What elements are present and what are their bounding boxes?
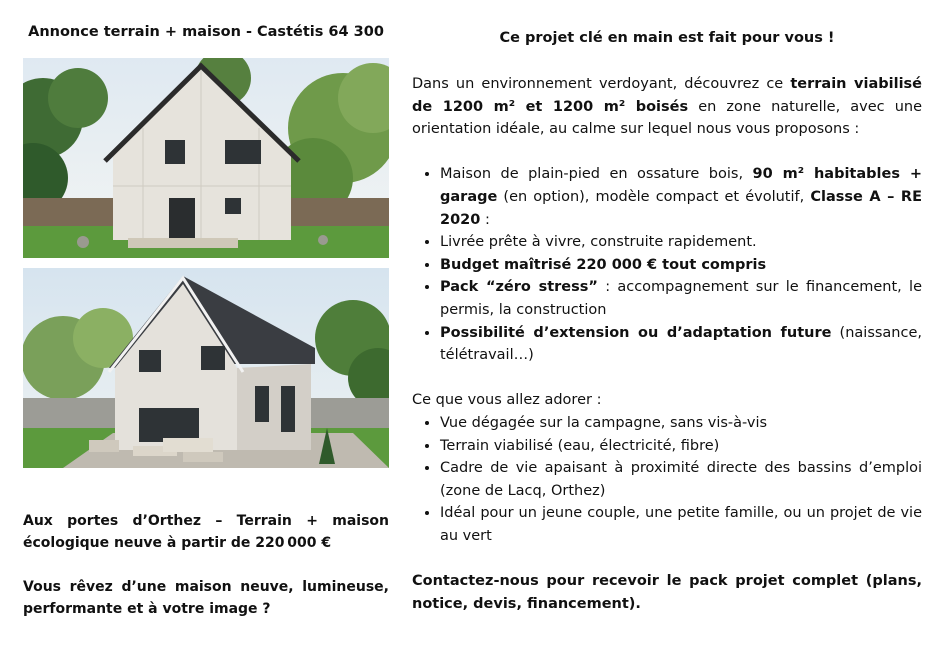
item1-a: Maison de plain-pied en ossature bois, [440, 166, 753, 183]
list-item [440, 322, 922, 367]
item3: Budget maîtrisé 220 000 € tout compris [440, 256, 767, 273]
list-item [440, 276, 922, 321]
list-item: • Terrain viabilisé (eau, électricité, fibre) [440, 435, 922, 458]
headline: Aux portes d’Orthez – Terrain + maison écologique neuve à partir de 220 000 € [23, 513, 389, 551]
list-item: • Livrée prête à vivre, construite rapidement. [440, 231, 922, 254]
adorer-title: Ce que vous allez adorer : [412, 392, 602, 409]
item1-c: (en option), modèle compact et évolutif, [497, 188, 811, 205]
item5-b: (naissance, télétravail…) [440, 324, 923, 364]
item1-d: Classe A – RE 2020 [440, 188, 922, 228]
ad-title: Annonce terrain + maison - Castétis 64 300 [28, 24, 384, 40]
left-text-block [23, 510, 389, 642]
item5-a: Possibilité d’extension ou d’adaptation future [440, 324, 832, 341]
house-terrace-photo [23, 268, 389, 468]
project-title: Ce projet clé en main est fait pour vous ! [499, 30, 835, 46]
contact-bold: Contactez-nous pour recevoir le pack projet complet (plans, notice, devis, financement). [412, 573, 922, 612]
question: Vous rêvez d’une maison neuve, lumineuse, performante et à votre image ? [23, 579, 389, 617]
intro-b: terrain viabilisé de 1200 m² et 1200 m² boisés [412, 76, 922, 115]
house-front-photo [23, 58, 389, 258]
intro-a: Dans un environnement verdoyant, découvrez ce [412, 76, 791, 92]
benefits-list [412, 412, 922, 548]
contact-text [412, 570, 922, 615]
item1-e: : [480, 211, 490, 228]
right-text-block [412, 73, 922, 615]
intro-paragraph [412, 73, 922, 141]
item4-b: : accompagnement sur le financement, le permis, la construction [440, 279, 922, 318]
list-item: • Idéal pour un jeune couple, une petite famille, ou un projet de vie au vert [440, 502, 922, 547]
features-list [412, 163, 922, 366]
list-item: • Cadre de vie apaisant à proximité directe des bassins d’emploi (zone de Lacq, Orthez) [440, 457, 922, 502]
item4-a: Pack “zéro stress” [440, 279, 598, 296]
item1-b: 90 m² habitables + garage [440, 166, 922, 205]
list-item: • Vue dégagée sur la campagne, sans vis-à-vis [440, 412, 922, 435]
list-item [440, 254, 922, 277]
list-item [440, 163, 922, 231]
intro-c: en zone naturelle, avec une orientation idéale, au calme sur lequel nous vous proposons : [412, 98, 923, 138]
